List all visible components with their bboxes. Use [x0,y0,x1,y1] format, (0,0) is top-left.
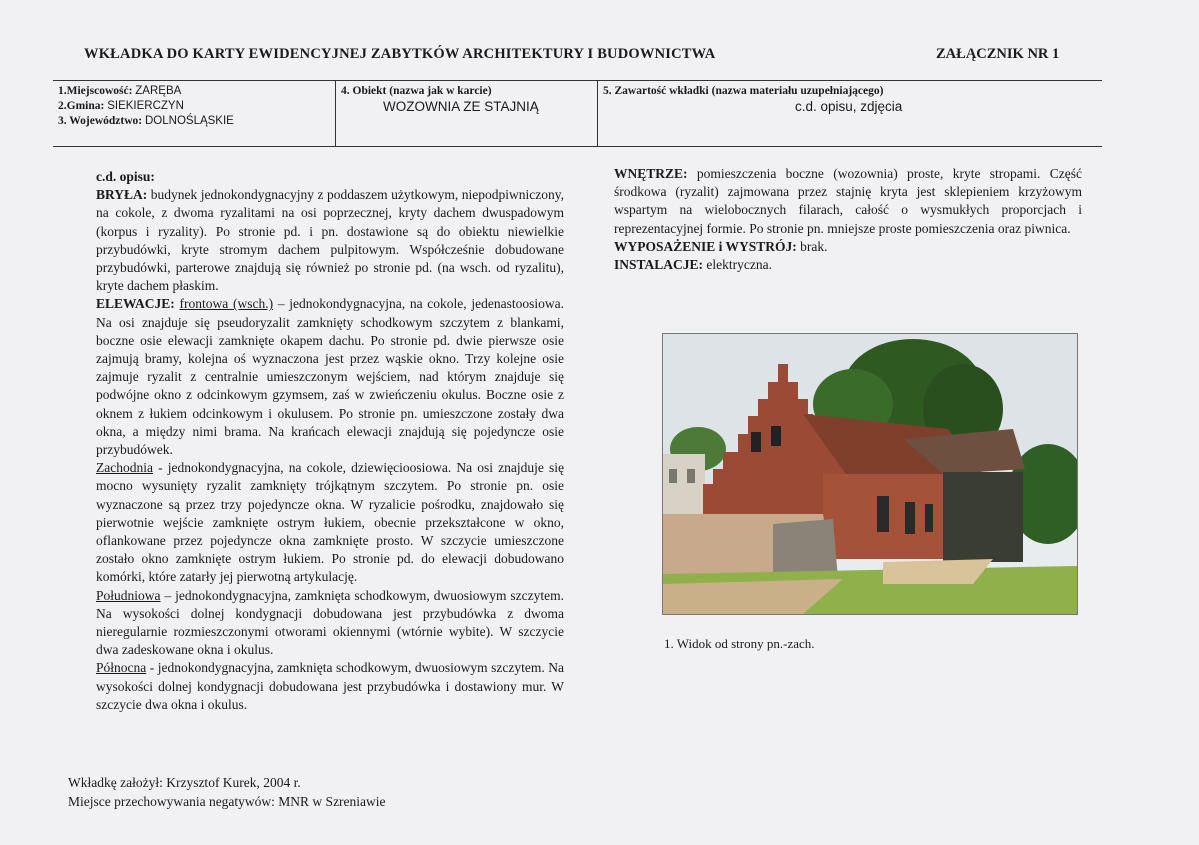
wyposazenie-paragraph [614,238,1082,256]
frontowa-label: frontowa (wsch.) [179,296,274,312]
section-heading: c.d. opisu: [96,169,155,184]
storage-line: Miejsce przechowywania negatywów: MNR w Szreniawie [68,794,386,809]
voivodeship-label: 3. Województwo: [58,115,143,127]
bryla-text: budynek jednokondygnacyjny z poddaszem użytkowym, niepodpiwniczony, na cokole, z dwoma ryzalitami na osi poprzecznej, kryty dachem dwuspadowym (korpus i ryzality). Po stronie pd. i pn. dostawione są do obiektu niewielkie przybudówki, kryte stromym dachem pulpitowym. Współcześnie dobudowane przybudówki, parterowe znajdują się również po stronie pd. (na wsch. od ryzalitu), kryte dachem płaskim. [96,187,564,294]
polnocna-paragraph [96,659,564,714]
bryla-label: BRYŁA: [96,187,148,203]
contents-label: 5. Zawartość wkładki (nazwa materiału uzupełniającego) [603,85,884,97]
frontowa-text: – jednokondygnacyjna, na cokole, jedenastoosiowa. Na osi znajduje się pseudoryzalit zamknięty schodkowym szczytem z blankami, boczne osie elewacji zamknięte okapem dachu. Po stronie pd. dwie pierwsze osie zajmują bramy, kolejna oś wyznaczona jest przez wąskie okno. Trzy kolejne osie zajmuje ryzalit z centralnie umieszczonym wejściem, nad którym znajduje się podwójne okno z odcinkowym gzymsem, zaś w zwieńczeniu okulus. Boczne osie z oknem z łukiem odcinkowym i okulusem. Po stronie pn. umieszczone zostały dwa okna, a między nimi brama. Na krańcach elewacji znajdują się pojedyncze osie przybudówek. [96,296,564,458]
annex-label: ZAŁĄCZNIK NR 1 [936,46,1060,62]
voivodeship-value: DOLNOŚLĄSKIE [145,115,234,127]
polnocna-label: Północna [96,660,147,676]
wyposazenie-label: WYPOSAŻENIE i WYSTRÓJ: [614,238,797,254]
footer [68,773,386,811]
elewacje-label: ELEWACJE: [96,296,175,312]
description-right-column [614,165,1082,274]
polnocna-text: - jednokondygnacyjna, zamknięta schodkowym, dwuosiowym szczytem. Na wysokości dolnej kondygnacji dobudowana jest przybudówka i dostawiony mur. W szczycie dwa okna i okulus. [96,660,564,712]
object-cell [341,84,591,114]
description-left-column [96,168,564,714]
document-title: WKŁADKA DO KARTY EWIDENCYJNEJ ZABYTKÓW ARCHITEKTURY I BUDOWNICTWA [84,46,716,62]
table-divider-2 [597,80,598,146]
object-label: 4. Obiekt (nazwa jak w karcie) [341,85,492,97]
instalacje-label: INSTALACJE: [614,257,704,273]
photo-caption: 1. Widok od strony pn.-zach. [664,636,815,651]
zachodnia-text: - jednokondygnacyjna, na cokole, dziewięcioosiowa. Na osi znajduje się mocno wysunięty ryzalit zamknięty trójkątnym szczytem. Po stronie pn. osie wyznaczone są przez trzy pojedyncze okna. W ryzalicie pośrodku, znajdowało się pierwotnie wejście zamknięte ostrym łukiem, obecnie przekształcone w okno, oflankowane przez pojedyncze okna zamknięte prosto. W szczycie umieszczone zostało okno zamknięte ostrym łukiem. Po stronie pd. do elewacji dobudowano komórki, które zatarły jej pierwotną artykulację. [96,460,564,585]
contents-value: c.d. opisu, zdjęcia [795,99,903,114]
zachodnia-paragraph [96,459,564,586]
wnetrze-text: pomieszczenia boczne (wozownia) proste, kryte stropami. Część środkowa (ryzalit) zajmowana przez stajnię kryta jest sklepieniem krzyżowym wspartym na wielobocznych filarach, całość o wysmukłych proporcjach i reprezentacyjnej formie. Po stronie pn. mniejsze proste pomieszczenia oraz piwnica. [614,166,1082,236]
wnetrze-paragraph [614,165,1082,238]
photo-illustration [663,334,1077,614]
poludniowa-label: Południowa [96,587,161,603]
table-top-rule [53,80,1102,81]
table-bottom-rule [53,146,1102,147]
wnetrze-label: WNĘTRZE: [614,166,688,181]
author-line: Wkładkę założył: Krzysztof Kurek, 2004 r. [68,775,301,790]
poludniowa-text: – jednokondygnacyjna, zamknięta schodkowym, dwuosiowym szczytem. Na wysokości dolnej kondygnacji dobudowana jest przybudówka z dwoma nieregularnie rozmieszczonymi otworami okiennymi (wtórnie wybite). W szczycie dwa zadeskowane okna i okulus. [96,587,564,658]
instalacje-text: elektryczna. [703,257,772,273]
zachodnia-label: Zachodnia [96,460,153,476]
commune-label: 2.Gmina: [58,100,105,112]
building-photo [662,333,1078,615]
location-cell [58,84,234,129]
commune-value: SIEKIERCZYN [107,100,184,112]
contents-cell [603,84,1098,114]
poludniowa-paragraph [96,587,564,660]
bryla-paragraph [96,186,564,295]
locality-label: 1.Miejscowość: [58,85,133,97]
object-value: WOZOWNIA ZE STAJNIĄ [383,99,539,114]
instalacje-paragraph [614,256,1082,274]
elewacje-paragraph [96,295,564,459]
wyposazenie-text: brak. [796,238,828,254]
table-divider-1 [335,80,336,146]
locality-value: ZARĘBA [135,85,182,97]
